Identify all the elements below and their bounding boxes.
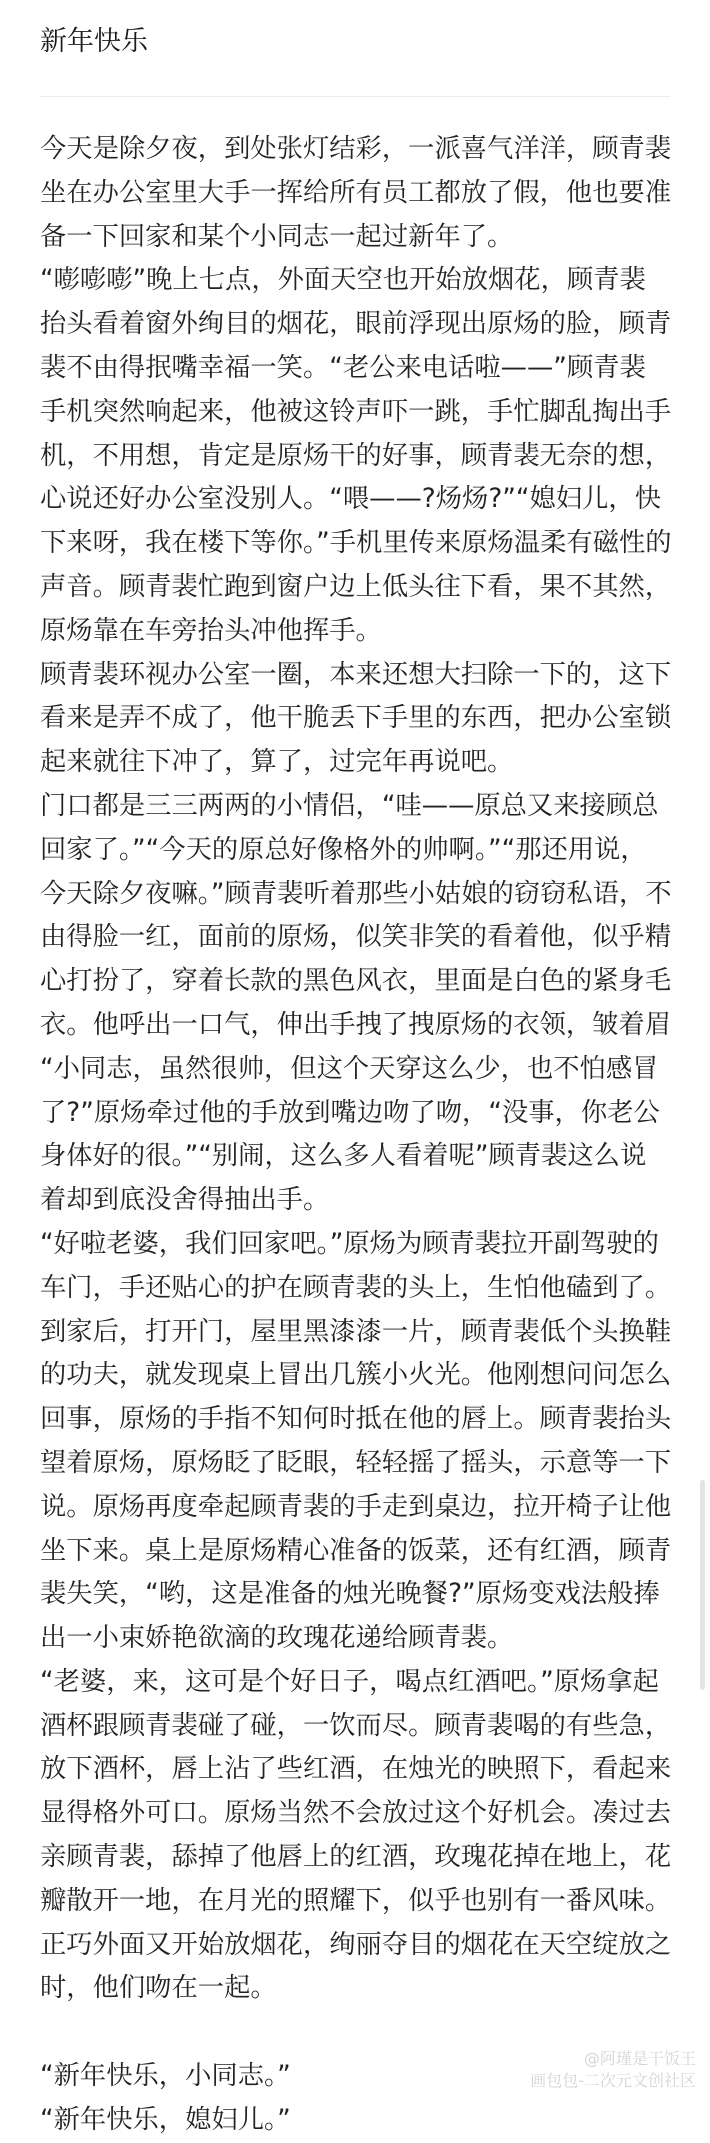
closing-line: “新年快乐，媳妇儿。” (40, 2104, 291, 2135)
article-title: 新年快乐 (40, 26, 148, 57)
paragraph: 今天是除夕夜，到处张灯结彩，一派喜气洋洋，顾青裴坐在办公室里大手一挥给所有员工都放了假，他也要准备一下回家和某个小同志一起过新年了。 (40, 134, 672, 252)
paragraph: 到家后，打开门，屋里黑漆漆一片，顾青裴低个头换鞋的功夫，就发现桌上冒出几簇小火光。他刚想问问怎么回事，原炀的手指不知何时抵在他的唇上。顾青裴抬头望着原炀，原炀眨了眨眼，轻轻摇了摇头，示意等一下说。原炀再度牵起顾青裴的手走到桌边，拉开椅子让他坐下来。桌上是原炀精心准备的饭菜，还有红酒，顾青裴失笑，“哟，这是准备的烛光晚餐?”原炀变戏法般捧出一小束娇艳欲滴的玫瑰花递给顾青裴。 (40, 1316, 672, 1654)
watermark-author: @阿瑾是干饭王 (583, 2049, 696, 2068)
scrollbar[interactable] (700, 1480, 705, 1690)
article-body (40, 128, 672, 2143)
closing-line: “新年快乐，小同志。” (40, 2061, 291, 2092)
watermark (530, 2048, 696, 2092)
paragraph: “嘭嘭嘭”晚上七点，外面天空也开始放烟花，顾青裴抬头看着窗外绚目的烟花，眼前浮现出原炀的脸，顾青裴不由得抿嘴幸福一笑。“老公来电话啦——”顾青裴手机突然响起来，他被这铃声吓一跳，手忙脚乱掏出手机，不用想，肯定是原炀干的好事，顾青裴无奈的想，心说还好办公室没别人。“喂——?炀炀?”“媳妇儿，快下来呀，我在楼下等你。”手机里传来原炀温柔有磁性的声音。顾青裴忙跑到窗户边上低头往下看，果不其然，原炀靠在车旁抬头冲他挥手。 (40, 265, 672, 646)
paragraph: “老婆，来，这可是个好日子，喝点红酒吧。”原炀拿起酒杯跟顾青裴碰了碰，一饮而尽。顾青裴喝的有些急，放下酒杯，唇上沾了些红酒，在烛光的映照下，看起来显得格外可口。原炀当然不会放过这个好机会。凑过去亲顾青裴，舔掉了他唇上的红酒，玫瑰花掉在地上，花瓣散开一地，在月光的照耀下，似乎也别有一番风味。正巧外面又开始放烟花，绚丽夺目的烟花在天空绽放之时，他们吻在一起。 (40, 1666, 672, 2004)
watermark-site: 画包包-二次元文创社区 (530, 2071, 696, 2090)
paragraph: “好啦老婆，我们回家吧。”原炀为顾青裴拉开副驾驶的车门，手还贴心的护在顾青裴的头上，生怕他磕到了。 (40, 1228, 672, 1303)
title-divider (40, 96, 670, 97)
paragraph: 门口都是三三两两的小情侣，“哇——原总又来接顾总回家了。”“今天的原总好像格外的帅啊。”“那还用说，今天除夕夜嘛。”顾青裴听着那些小姑娘的窃窃私语，不由得脸一红，面前的原炀，似笑非笑的看着他，似乎精心打扮了，穿着长款的黑色风衣，里面是白色的紧身毛衣。他呼出一口气，伸出手拽了拽原炀的衣领，皱着眉“小同志，虽然很帅，但这个天穿这么少，也不怕感冒了?”原炀牵过他的手放到嘴边吻了吻，“没事，你老公身体好的很。”“别闹，这么多人看着呢”顾青裴这么说着却到底没舍得抽出手。 (40, 790, 672, 1216)
paragraph: 顾青裴环视办公室一圈，本来还想大扫除一下的，这下看来是弄不成了，他干脆丢下手里的东西，把办公室锁起来就往下冲了，算了，过完年再说吧。 (40, 659, 672, 778)
